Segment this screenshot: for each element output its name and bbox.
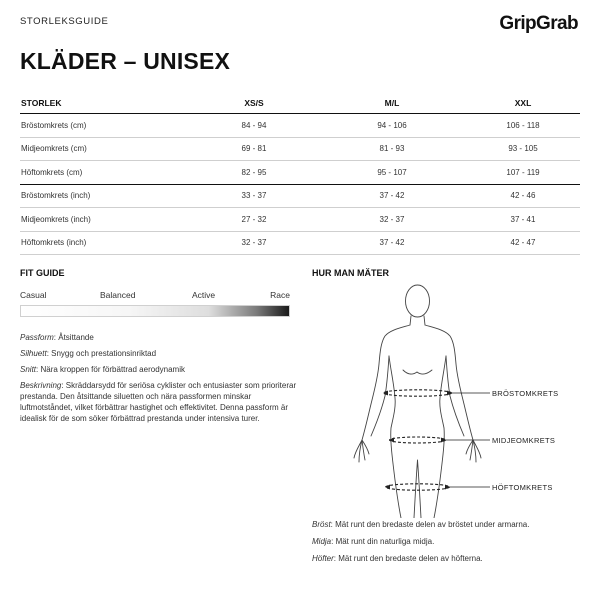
measure-note-text: : Mät runt den bredaste delen av höfterna. [333, 554, 483, 563]
table-cell: 37 - 42 [379, 238, 405, 248]
table-cell: Midjeomkrets (inch) [21, 214, 91, 224]
measure-note-chest [312, 520, 529, 529]
fit-guide-heading: FIT GUIDE [20, 268, 65, 278]
measure-note-label: Bröst [312, 520, 331, 529]
table-cell: Höftomkrets (inch) [21, 238, 87, 248]
size-table [20, 92, 580, 255]
waist-measure-label: MIDJEOMKRETS [492, 436, 556, 445]
table-row [20, 185, 580, 209]
fit-description-text: : Åtsittande [53, 333, 94, 342]
hip-measure-label: HÖFTOMKRETS [492, 483, 553, 492]
column-header: M/L [384, 97, 400, 108]
table-row [20, 208, 580, 232]
column-header: XS/S [244, 97, 264, 108]
table-cell: 106 - 118 [506, 120, 540, 130]
fit-scale-bar [20, 305, 290, 317]
table-header-row [20, 92, 580, 114]
fit-description-label: Silhuett [20, 349, 47, 358]
fit-description-text: : Skräddarsydd för seriösa cyklister och entusiaster som prioriterar prestanda. Den åtsittande siluetten och nära passformen minskar luftmotståndet, vilket förbättrar hastighet och effektivitet. Denna passform är idealisk för de som söker förbättrad prestanda under intensiva turer. [20, 381, 297, 423]
fit-description-label: Snitt [20, 365, 37, 374]
table-row [20, 138, 580, 162]
fit-description-text: : Nära kroppen för förbättrad aerodynamik [36, 365, 185, 374]
fit-description-snitt [20, 364, 300, 375]
table-cell: 42 - 47 [510, 238, 536, 248]
fit-label-race: Race [270, 290, 290, 300]
table-row [20, 114, 580, 138]
table-cell: 69 - 81 [241, 144, 267, 154]
measure-note-label: Höfter [312, 554, 334, 563]
table-cell: 33 - 37 [241, 191, 267, 201]
fit-description-silhuett [20, 348, 300, 359]
table-cell: 32 - 37 [379, 214, 405, 224]
how-to-measure-heading: HUR MAN MÄTER [312, 268, 389, 278]
table-cell: 37 - 42 [379, 191, 405, 201]
measure-note-waist [312, 537, 434, 546]
fit-label-active: Active [192, 290, 216, 300]
table-cell: 84 - 94 [241, 120, 267, 130]
table-cell: 32 - 37 [241, 238, 267, 248]
table-cell: Bröstomkrets (inch) [21, 191, 91, 201]
table-cell: 94 - 106 [377, 120, 407, 130]
fit-scale-labels [20, 290, 290, 302]
fit-description-label: Passform [20, 333, 54, 342]
page-eyebrow: STORLEKSGUIDE [20, 16, 109, 27]
table-row [20, 232, 580, 256]
table-cell: 107 - 119 [506, 167, 540, 177]
page-title: KLÄDER – UNISEX [20, 48, 231, 74]
fit-description-beskrivning [20, 380, 300, 424]
chest-measure-label: BRÖSTOMKRETS [492, 389, 559, 398]
fit-description-text: : Snygg och prestationsinriktad [46, 349, 157, 358]
fit-description-passform [20, 332, 300, 343]
column-header: STORLEK [21, 97, 62, 108]
table-cell: 37 - 41 [510, 214, 536, 224]
table-row [20, 161, 580, 185]
column-header: XXL [514, 97, 532, 108]
table-cell: 42 - 46 [510, 191, 536, 201]
measure-note-text: : Mät runt den bredaste delen av bröstet under armarna. [330, 520, 530, 529]
table-cell: 82 - 95 [241, 167, 267, 177]
table-cell: Bröstomkrets (cm) [21, 120, 87, 130]
table-cell: 27 - 32 [241, 214, 267, 224]
table-cell: Höftomkrets (cm) [21, 167, 83, 177]
measure-note-hip [312, 554, 483, 563]
fit-label-balanced: Balanced [100, 290, 136, 300]
fit-label-casual: Casual [20, 290, 47, 300]
brand-logo: GripGrab [499, 13, 578, 34]
table-cell: 81 - 93 [379, 144, 405, 154]
measure-note-text: : Mät runt din naturliga midja. [331, 537, 435, 546]
fit-description-label: Beskrivning [20, 381, 62, 390]
table-cell: 95 - 107 [377, 167, 407, 177]
measure-note-label: Midja [312, 537, 332, 546]
table-cell: Midjeomkrets (cm) [21, 144, 87, 154]
body-outline-icon [345, 280, 490, 518]
table-cell: 93 - 105 [508, 144, 538, 154]
